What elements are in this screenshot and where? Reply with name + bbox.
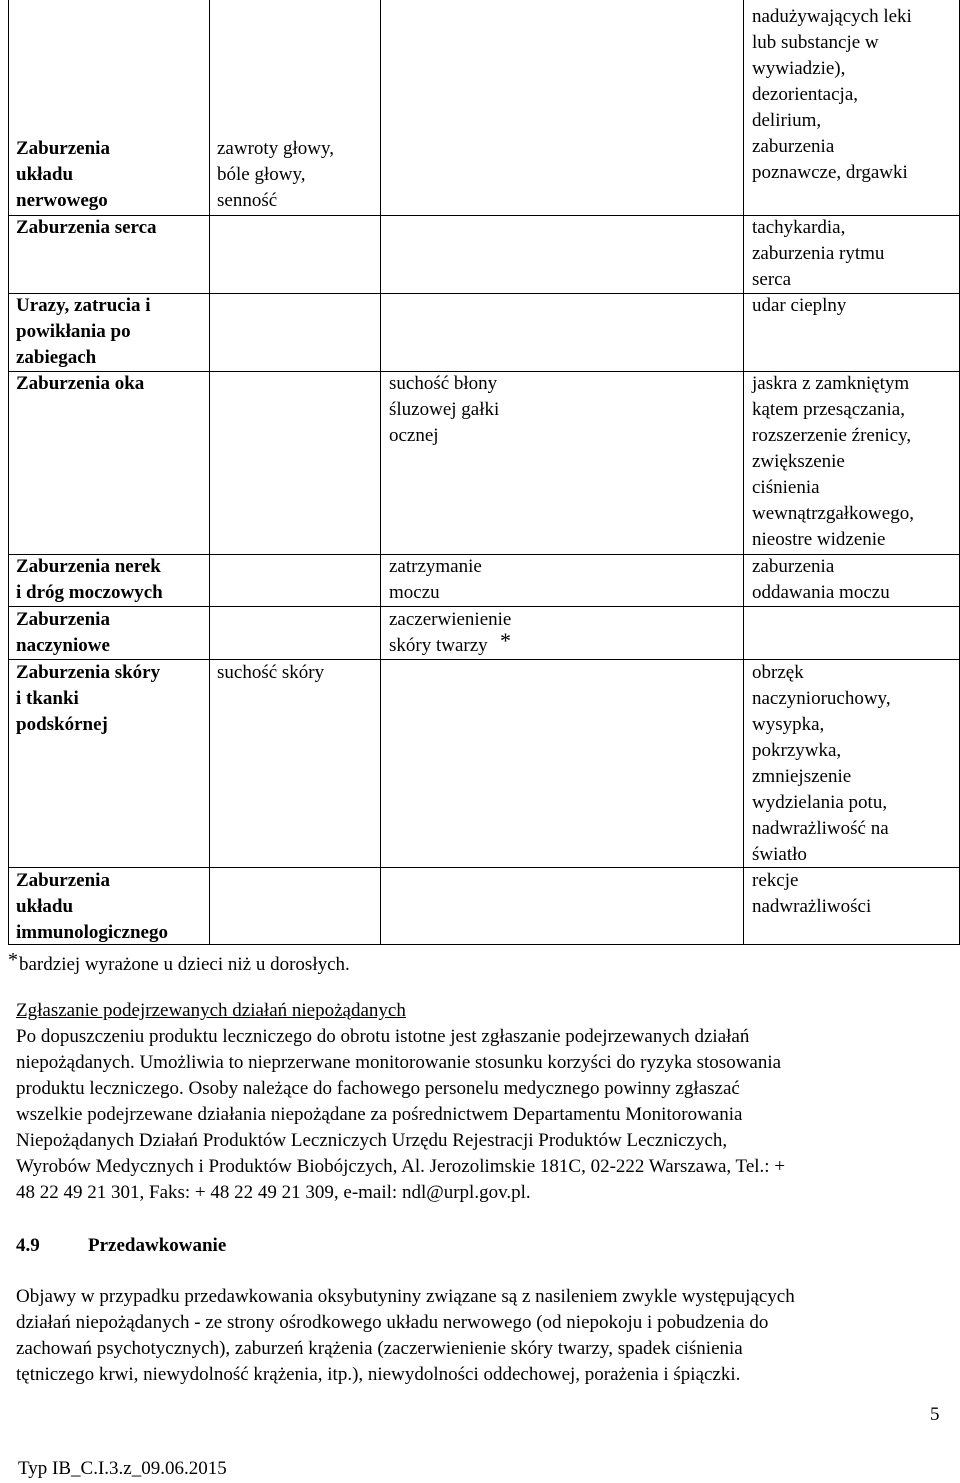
table-cell: suchość skóry bbox=[217, 662, 325, 683]
table-cell-soc: Zaburzenia serca bbox=[16, 217, 157, 238]
table-cell: obrzęk naczynioruchowy, wysypka, pokrzywka, zmniejszenie wydzielania potu, nadwrażliwość na światło bbox=[752, 662, 891, 865]
overdose-paragraph: Objawy w przypadku przedawkowania oksybutyniny związane są z nasileniem zwykle występujących działań niepożądanych - ze strony ośrodkowego układu nerwowego (od niepokoju i pobudzenia do zachowań psychotycznych), zaburzeń krążenia (zaczerwienienie skóry twarzy, spadek ciśnienia tętniczego krwi, niewydolność krążenia, itp.), niewydolności oddechowej, porażenia i śpiączki. bbox=[16, 1286, 795, 1385]
table-cell: nadużywających leki lub substancje w wywiadzie), dezorientacja, delirium, zaburzenia poznawcze, drgawki bbox=[752, 6, 912, 183]
reporting-paragraph: Po dopuszczeniu produktu leczniczego do obrotu istotne jest zgłaszanie podejrzewanych działań niepożądanych. Umożliwia to nieprzerwane monitorowanie stosunku korzyści do ryzyka stosowania produktu leczniczego. Osoby należące do fachowego personelu medycznego powinny zgłaszać wszelkie podejrzewane działania niepożądane za pośrednictwem Departamentu Monitorowania Niepożądanych Działań Produktów Leczniczych Urzędu Rejestracji Produktów Leczniczych, Wyrobów Medycznych i Produktów Biobójczych, Al. Jerozolimskie 181C, 02-222 Warszawa, Tel.: + 48 22 49 21 301, Faks: + 48 22 49 21 309, e-mail: ndl@urpl.gov.pl. bbox=[16, 1026, 786, 1203]
page-number: 5 bbox=[930, 1404, 940, 1425]
table-cell-soc: Zaburzenia układu nerwowego bbox=[16, 138, 110, 211]
section-heading bbox=[16, 1233, 226, 1259]
table-divider bbox=[743, 0, 744, 945]
table-cell: zatrzymanie moczu bbox=[389, 556, 482, 603]
table-cell-soc: Zaburzenia naczyniowe bbox=[16, 609, 110, 656]
section-number: 4.9 bbox=[16, 1235, 40, 1256]
table-footnote bbox=[8, 947, 350, 978]
table-border-left bbox=[8, 0, 9, 945]
table-divider bbox=[209, 0, 210, 945]
footnote-text: bardziej wyrażone u dzieci niż u dorosłych. bbox=[19, 954, 350, 975]
table-cell: jaskra z zamkniętym kątem przesączania, rozszerzenie źrenicy, zwiększenie ciśnienia wewnątrzgałkowego, nieostre widzenie bbox=[752, 373, 914, 550]
table-cell: tachykardia, zaburzenia rytmu serca bbox=[752, 217, 885, 290]
table-cell-soc: Urazy, zatrucia i powikłania po zabiegach bbox=[16, 295, 151, 368]
section-title: Przedawkowanie bbox=[88, 1235, 227, 1256]
reporting-heading: Zgłaszanie podejrzewanych działań niepożądanych bbox=[16, 1000, 406, 1021]
table-cell-soc: Zaburzenia nerek i dróg moczowych bbox=[16, 556, 163, 603]
footnote-marker: * bbox=[8, 949, 18, 971]
document-id-footer: Typ IB_C.I.3.z_09.06.2015 bbox=[18, 1458, 227, 1479]
table-cell-soc: Zaburzenia układu immunologicznego bbox=[16, 870, 168, 943]
table-cell: zawroty głowy, bóle głowy, senność bbox=[217, 138, 334, 211]
asterisk-marker: * bbox=[500, 628, 511, 653]
table-cell-soc: Zaburzenia skóry i tkanki podskórnej bbox=[16, 662, 161, 735]
table-cell: zaczerwienienie skóry twarzy bbox=[389, 609, 512, 656]
table-cell: zaburzenia oddawania moczu bbox=[752, 556, 890, 603]
table-cell: rekcje nadwrażliwości bbox=[752, 870, 872, 917]
table-cell: udar cieplny bbox=[752, 295, 847, 316]
table-cell: suchość błony śluzowej gałki ocznej bbox=[389, 373, 500, 446]
table-cell-soc: Zaburzenia oka bbox=[16, 373, 145, 394]
table-divider bbox=[380, 0, 381, 945]
